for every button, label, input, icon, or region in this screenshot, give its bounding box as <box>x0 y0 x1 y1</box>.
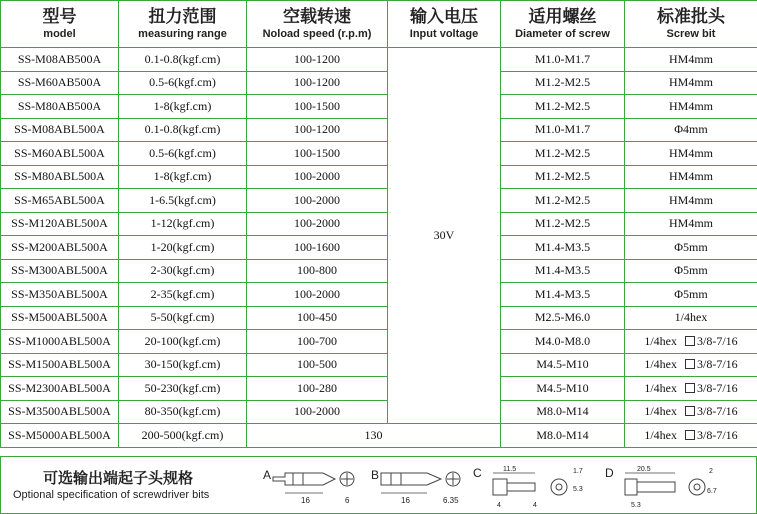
cell-bit <box>625 48 757 72</box>
cell-screw: M4.5-M10 <box>501 353 625 377</box>
cell-bit <box>625 424 757 448</box>
cell-speed: 100-280 <box>247 377 388 401</box>
cell-bit <box>625 95 757 119</box>
bit-type-alt: 3/8-7/16 <box>697 357 738 372</box>
bit-b-letter: B <box>371 468 380 482</box>
cell-model: SS-M500ABL500A <box>1 306 119 330</box>
bit-c-dim-length: 11.5 <box>503 466 517 473</box>
bit-d-dim-length: 20.5 <box>637 466 651 473</box>
cell-speed: 100-800 <box>247 259 388 283</box>
cell-range: 30-150(kgf.cm) <box>119 353 247 377</box>
bit-a-letter: A <box>263 468 272 482</box>
cell-range: 50-230(kgf.cm) <box>119 377 247 401</box>
bit-type: HM4mm <box>668 51 713 66</box>
cell-screw: M1.4-M3.5 <box>501 283 625 307</box>
cell-screw: M1.2-M2.5 <box>501 71 625 95</box>
cell-range: 200-500(kgf.cm) <box>119 424 247 448</box>
table-row <box>1 424 757 448</box>
cell-model: SS-M2300ABL500A <box>1 377 119 401</box>
cell-range: 1-8(kgf.cm) <box>119 95 247 119</box>
cell-screw: M1.0-M1.7 <box>501 118 625 142</box>
cell-bit <box>625 212 757 236</box>
bit-type: 1/4hex <box>644 357 677 372</box>
bit-d-letter: D <box>605 466 614 480</box>
cell-speed: 100-2000 <box>247 400 388 424</box>
cell-bit <box>625 283 757 307</box>
cell-model: SS-M5000ABL500A <box>1 424 119 448</box>
table-row <box>1 165 757 189</box>
bit-b-diagram <box>371 463 471 509</box>
table-row <box>1 306 757 330</box>
bit-a-diagram <box>263 463 363 509</box>
bit-type: Φ5mm <box>674 239 708 254</box>
table-row <box>1 353 757 377</box>
bit-type-alt: 3/8-7/16 <box>697 404 738 419</box>
cell-screw: M1.2-M2.5 <box>501 95 625 119</box>
cell-screw: M1.2-M2.5 <box>501 165 625 189</box>
table-row <box>1 48 757 72</box>
bit-type: HM4mm <box>668 192 713 207</box>
bit-type: 1/4hex <box>644 380 677 395</box>
header-speed: 空载转速 Noload speed (r.p.m) <box>247 1 388 48</box>
cell-model: SS-M65ABL500A <box>1 189 119 213</box>
cell-voltage: 30V <box>388 48 501 424</box>
cell-range: 0.5-6(kgf.cm) <box>119 71 247 95</box>
bit-type: 1/4hex <box>644 404 677 419</box>
cell-range: 1-8(kgf.cm) <box>119 165 247 189</box>
cell-bit <box>625 377 757 401</box>
cell-range: 2-30(kgf.cm) <box>119 259 247 283</box>
table-row <box>1 95 757 119</box>
cell-speed: 100-2000 <box>247 212 388 236</box>
cell-screw: M4.5-M10 <box>501 377 625 401</box>
cell-screw: M1.2-M2.5 <box>501 189 625 213</box>
cell-bit <box>625 400 757 424</box>
cell-range: 0.1-0.8(kgf.cm) <box>119 48 247 72</box>
cell-bit <box>625 118 757 142</box>
header-voltage: 输入电压 Input voltage <box>388 1 501 48</box>
cell-speed: 100-2000 <box>247 283 388 307</box>
cell-bit <box>625 236 757 260</box>
bit-c-diagram <box>473 463 585 511</box>
bit-b-dim-width: 6.35 <box>443 496 459 505</box>
header-row <box>1 1 757 48</box>
table-row <box>1 142 757 166</box>
table-row <box>1 330 757 354</box>
cell-bit <box>625 142 757 166</box>
bit-c-dim-dia: 5.3 <box>573 486 583 493</box>
cell-model: SS-M3500ABL500A <box>1 400 119 424</box>
cell-bit <box>625 189 757 213</box>
cell-model: SS-M80ABL500A <box>1 165 119 189</box>
cell-speed: 100-450 <box>247 306 388 330</box>
cell-model: SS-M08ABL500A <box>1 118 119 142</box>
cell-bit <box>625 330 757 354</box>
header-model: 型号 model <box>1 1 119 48</box>
cell-screw: M1.2-M2.5 <box>501 142 625 166</box>
cell-speed: 100-700 <box>247 330 388 354</box>
bit-type: HM4mm <box>668 75 713 90</box>
square-drive-icon <box>685 406 695 416</box>
cell-model: SS-M1500ABL500A <box>1 353 119 377</box>
cell-speed: 100-1200 <box>247 118 388 142</box>
cell-model: SS-M80AB500A <box>1 95 119 119</box>
cell-screw: M1.0-M1.7 <box>501 48 625 72</box>
bit-a-dim-width: 6 <box>345 496 350 505</box>
table-row <box>1 189 757 213</box>
bit-spec-footer <box>0 456 757 514</box>
cell-speed: 100-2000 <box>247 189 388 213</box>
cell-screw: M1.2-M2.5 <box>501 212 625 236</box>
bit-d-dim-dia: 6.7 <box>707 488 717 495</box>
square-drive-icon <box>685 336 695 346</box>
cell-range: 2-35(kgf.cm) <box>119 283 247 307</box>
cell-bit <box>625 353 757 377</box>
cell-range: 1-12(kgf.cm) <box>119 212 247 236</box>
table-row <box>1 259 757 283</box>
bit-type: 1/4hex <box>644 333 677 348</box>
bit-c-dim-slot: 1.7 <box>573 468 583 475</box>
bit-b-dim-length: 16 <box>401 496 410 505</box>
cell-screw: M1.4-M3.5 <box>501 259 625 283</box>
bit-type: HM4mm <box>668 169 713 184</box>
footer-title-cn: 可选输出端起子头规格 <box>43 469 194 487</box>
cell-screw: M4.0-M8.0 <box>501 330 625 354</box>
bit-type-alt: 3/8-7/16 <box>697 427 738 442</box>
square-drive-icon <box>685 359 695 369</box>
bit-a-dim-length: 16 <box>301 496 310 505</box>
cell-screw: M1.4-M3.5 <box>501 236 625 260</box>
header-bit: 标准批头 Screw bit <box>625 1 757 48</box>
cell-range: 80-350(kgf.cm) <box>119 400 247 424</box>
bit-type-alt: 3/8-7/16 <box>697 380 738 395</box>
bit-type: Φ5mm <box>674 286 708 301</box>
table-row <box>1 400 757 424</box>
cell-screw: M8.0-M14 <box>501 400 625 424</box>
cell-range: 20-100(kgf.cm) <box>119 330 247 354</box>
cell-speed: 100-1200 <box>247 71 388 95</box>
cell-model: SS-M60ABL500A <box>1 142 119 166</box>
cell-range: 5-50(kgf.cm) <box>119 306 247 330</box>
cell-model: SS-M300ABL500A <box>1 259 119 283</box>
cell-model: SS-M08AB500A <box>1 48 119 72</box>
square-drive-icon <box>685 430 695 440</box>
table-row <box>1 283 757 307</box>
table-body <box>1 48 757 448</box>
cell-bit <box>625 306 757 330</box>
cell-speed: 100-2000 <box>247 165 388 189</box>
cell-range: 1-20(kgf.cm) <box>119 236 247 260</box>
bit-c-letter: C <box>473 466 482 480</box>
footer-title-en: Optional specification of screwdriver bits <box>13 489 210 501</box>
header-screw: 适用螺丝 Diameter of screw <box>501 1 625 48</box>
cell-bit <box>625 259 757 283</box>
bit-type: HM4mm <box>668 216 713 231</box>
cell-bit <box>625 165 757 189</box>
bit-d-diagram <box>605 463 717 511</box>
cell-range: 1-6.5(kgf.cm) <box>119 189 247 213</box>
cell-bit <box>625 71 757 95</box>
bit-type: HM4mm <box>668 145 713 160</box>
bit-type: HM4mm <box>668 98 713 113</box>
bit-type: Φ4mm <box>674 122 708 137</box>
table-row <box>1 212 757 236</box>
table-row <box>1 236 757 260</box>
cell-screw: M8.0-M14 <box>501 424 625 448</box>
cell-model: SS-M200ABL500A <box>1 236 119 260</box>
bit-d-dim-shank: 5.3 <box>631 502 641 509</box>
bit-c-dim-b: 4 <box>533 502 537 509</box>
header-range: 扭力范围 measuring range <box>119 1 247 48</box>
cell-range: 0.1-0.8(kgf.cm) <box>119 118 247 142</box>
bit-c-dim-a: 4 <box>497 502 501 509</box>
cell-screw: M2.5-M6.0 <box>501 306 625 330</box>
bit-type: Φ5mm <box>674 263 708 278</box>
table-row <box>1 377 757 401</box>
square-drive-icon <box>685 383 695 393</box>
cell-model: SS-M120ABL500A <box>1 212 119 236</box>
bit-type: 1/4hex <box>644 427 677 442</box>
table-row <box>1 71 757 95</box>
cell-speed: 100-1500 <box>247 142 388 166</box>
cell-model: SS-M60AB500A <box>1 71 119 95</box>
bit-type: 1/4hex <box>674 310 708 325</box>
cell-speed: 100-1600 <box>247 236 388 260</box>
cell-speed: 130 <box>247 424 501 448</box>
cell-model: SS-M350ABL500A <box>1 283 119 307</box>
cell-speed: 100-1500 <box>247 95 388 119</box>
bit-type-alt: 3/8-7/16 <box>697 333 738 348</box>
cell-range: 0.5-6(kgf.cm) <box>119 142 247 166</box>
cell-model: SS-M1000ABL500A <box>1 330 119 354</box>
bit-d-dim-slot: 2 <box>709 468 713 475</box>
cell-speed: 100-500 <box>247 353 388 377</box>
table-row <box>1 118 757 142</box>
cell-speed: 100-1200 <box>247 48 388 72</box>
